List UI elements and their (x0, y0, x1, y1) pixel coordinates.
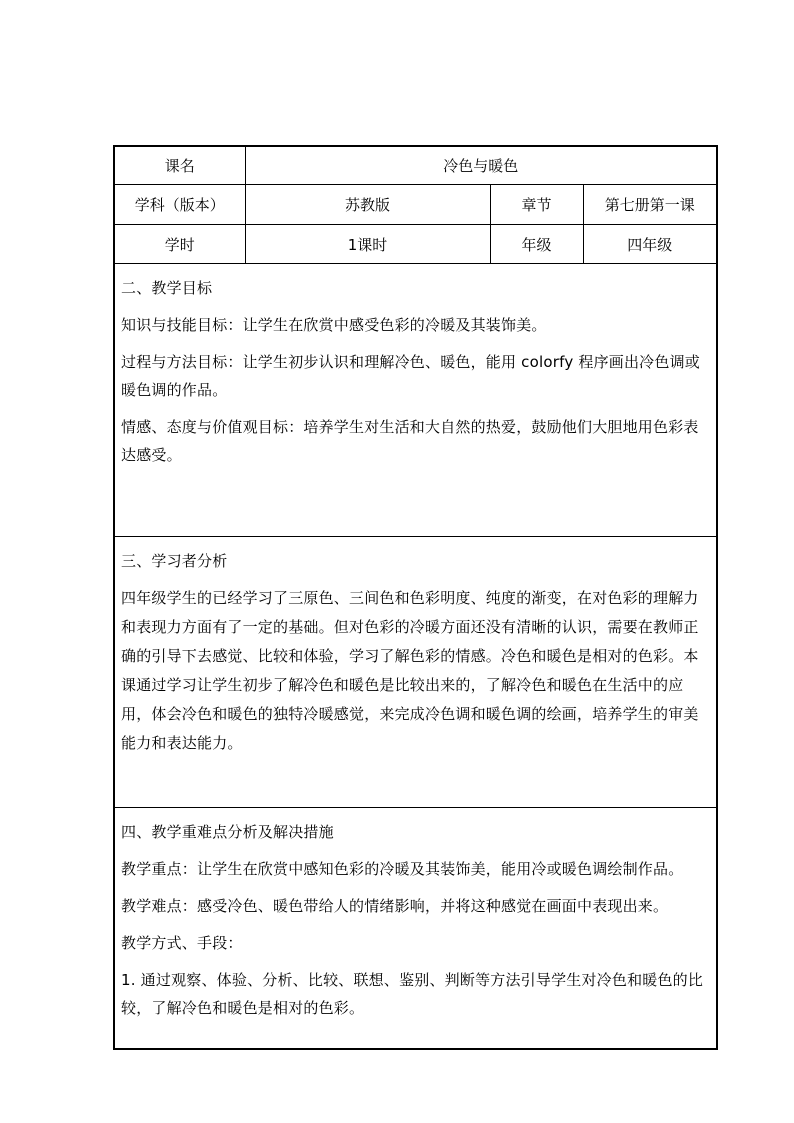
chapter-label: 章节 (490, 185, 583, 225)
chapter-value: 第七册第一课 (583, 185, 717, 225)
goal-emotion: 情感、态度与价值观目标：培养学生对生活和大自然的热爱，鼓励他们大胆地用色彩表达感受。 (121, 418, 699, 464)
goals-section (114, 264, 717, 537)
grade-label: 年级 (490, 225, 583, 264)
lesson-plan-table (113, 145, 718, 1050)
difficulty-section (114, 808, 717, 1050)
period-value: 1课时 (245, 225, 490, 264)
period-label: 学时 (114, 225, 245, 264)
hard-point: 教学难点：感受冷色、暖色带给人的情绪影响，并将这种感觉在画面中表现出来。 (121, 897, 669, 915)
goal-process: 过程与方法目标：让学生初步认识和理解冷色、暖色，能用 colorfy 程序画出冷色调或暖色调的作品。 (121, 353, 700, 399)
course-value: 冷色与暖色 (245, 146, 717, 185)
methods-title: 教学方式、手段： (121, 934, 243, 952)
subject-row (114, 185, 717, 225)
subject-value: 苏教版 (245, 185, 490, 225)
analysis-section (114, 537, 717, 808)
method-1: 1. 通过观察、体验、分析、比较、联想、鉴别、判断等方法引导学生对冷色和暖色的比较，了解冷色和暖色是相对的色彩。 (121, 971, 704, 1017)
goal-knowledge: 知识与技能目标：让学生在欣赏中感受色彩的冷暖及其装饰美。 (121, 316, 547, 334)
period-row (114, 225, 717, 264)
course-label: 课名 (114, 146, 245, 185)
analysis-title: 三、学习者分析 (121, 552, 228, 570)
key-point: 教学重点：让学生在欣赏中感知色彩的冷暖及其装饰美，能用冷或暖色调绘制作品。 (121, 860, 684, 878)
goals-title: 二、教学目标 (121, 279, 213, 297)
course-row (114, 146, 717, 185)
analysis-body: 四年级学生的已经学习了三原色、三间色和色彩明度、纯度的渐变，在对色彩的理解力和表现力方面有了一定的基础。但对色彩的冷暖方面还没有清晰的认识，需要在教师正确的引导下去感觉、比较和体验，学习了解色彩的情感。冷色和暖色是相对的色彩。本课通过学习让学生初步了解冷色和暖色是比较出来的，了解冷色和暖色在生活中的应用，体会冷色和暖色的独特冷暖感觉，来完成冷色调和暖色调的绘画，培养学生的审美能力和表达能力。 (121, 589, 699, 752)
grade-value: 四年级 (583, 225, 717, 264)
subject-label: 学科（版本） (114, 185, 245, 225)
difficulty-title: 四、教学重难点分析及解决措施 (121, 823, 334, 841)
